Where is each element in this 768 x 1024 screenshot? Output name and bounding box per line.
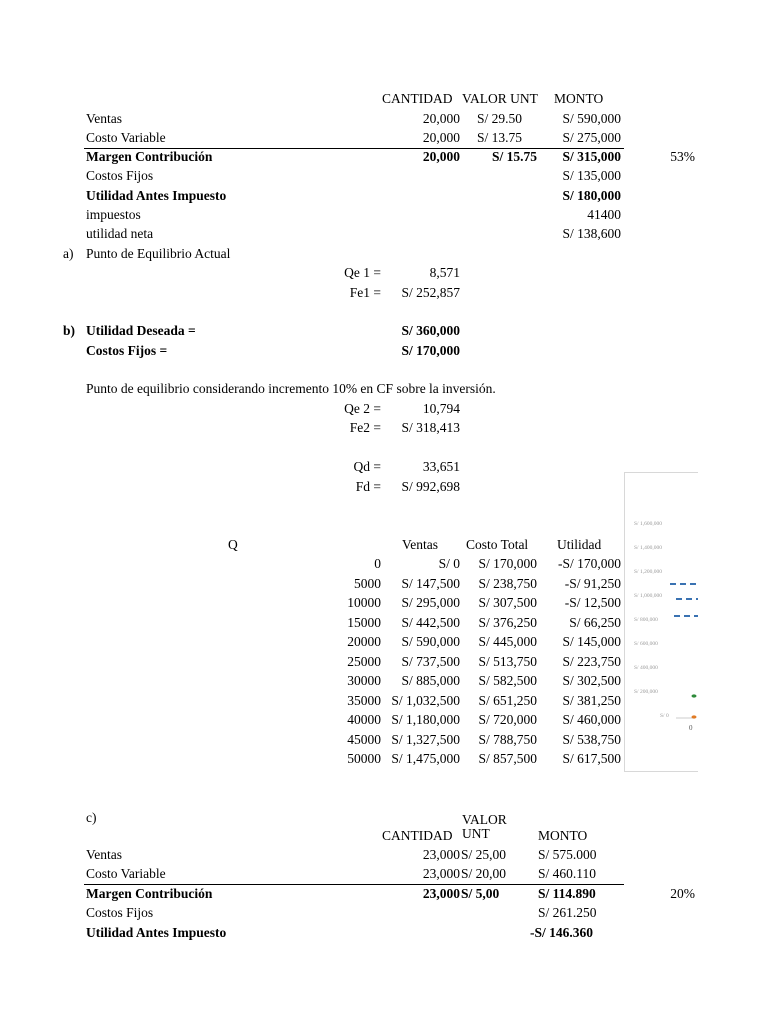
cell-utilidad: -S/ 91,250 (564, 575, 621, 591)
cell-utilidad: S/ 617,500 (562, 751, 621, 766)
cell-cantidad: 20,000 (422, 149, 460, 164)
cell-ventas: S/ 885,000 (401, 673, 460, 688)
cell-cantidad: 23,000 (422, 847, 460, 862)
chart-y-tick-label: S/ 600,000 (634, 641, 658, 647)
table-header-ventas: Ventas (402, 537, 438, 552)
fe2-label: Fe2 = (349, 420, 381, 435)
row-label: Margen Contribución (86, 149, 213, 164)
cell-valor: S/ 25,00 (461, 847, 507, 862)
c-header-valor-line2: UNT (462, 826, 490, 841)
row-label: Costos Fijos (86, 168, 154, 183)
row-label: utilidad neta (86, 226, 154, 241)
cell-utilidad: S/ 460,000 (562, 712, 621, 727)
cell-utilidad: -S/ 12,500 (564, 595, 621, 610)
row-label: Utilidad Antes Impuesto (86, 925, 227, 940)
cell-ventas: S/ 1,475,000 (391, 751, 460, 766)
cell-utilidad: -S/ 170,000 (557, 556, 621, 571)
chart-y-tick-label: S/ 1,600,000 (634, 521, 662, 527)
cell-costo-total: S/ 582,500 (478, 673, 537, 688)
part-a-title: Punto de Equilibrio Actual (86, 246, 231, 261)
qe2-label: Qe 2 = (344, 401, 381, 416)
chart-y-tick-label: S/ 1,000,000 (634, 593, 662, 599)
cell-valor: S/ 13.75 (477, 130, 523, 145)
row-label: Ventas (86, 847, 122, 862)
cell-monto: S/ 261.250 (538, 905, 597, 920)
qe1-label: Qe 1 = (344, 265, 381, 280)
cell-valor: S/ 15.75 (491, 149, 537, 164)
cell-valor: S/ 20,00 (461, 866, 507, 881)
cell-q: 5000 (354, 575, 381, 591)
chart-y-tick-label: S/ 0 (660, 713, 669, 719)
table-header-q: Q (228, 537, 238, 552)
cell-cantidad: 20,000 (422, 111, 460, 126)
row-label: impuestos (86, 207, 141, 222)
cell-percent: 20% (670, 886, 695, 901)
cell-costo-total: S/ 651,250 (478, 692, 537, 708)
cell-ventas: S/ 0 (438, 556, 460, 571)
qe2-value: 10,794 (422, 401, 460, 416)
fe1-value: S/ 252,857 (401, 285, 460, 300)
cell-cantidad: 23,000 (422, 886, 460, 901)
cell-ventas: S/ 737,500 (401, 653, 460, 669)
part-a-marker: a) (63, 246, 74, 261)
cell-q: 50000 (347, 751, 381, 766)
qd-label: Qd = (353, 459, 381, 474)
cell-q: 40000 (347, 712, 381, 727)
c-header-cantidad: CANTIDAD (382, 828, 453, 843)
row-label: Costo Variable (86, 130, 166, 145)
row-label: Ventas (86, 111, 122, 126)
cell-monto: S/ 114.890 (538, 886, 596, 901)
fe2-value: S/ 318,413 (401, 420, 460, 435)
table-header-utilidad: Utilidad (557, 537, 602, 552)
utilidad-deseada-value: S/ 360,000 (401, 323, 460, 338)
cell-monto: S/ 135,000 (562, 168, 621, 183)
chart-y-tick-label: S/ 1,200,000 (634, 569, 662, 575)
row-label: Utilidad Antes Impuesto (86, 188, 227, 203)
cell-monto: S/ 460.110 (538, 866, 597, 881)
table-header-costo-total: Costo Total (466, 537, 529, 552)
cell-monto: S/ 180,000 (562, 188, 621, 203)
cell-percent: 53% (670, 149, 695, 164)
cell-costo-total: S/ 513,750 (478, 653, 537, 669)
cell-costo-total: S/ 857,500 (478, 751, 537, 766)
cell-monto: S/ 575.000 (538, 847, 597, 862)
cell-ventas: S/ 295,000 (401, 595, 460, 610)
cell-cantidad: 23,000 (422, 866, 460, 881)
cell-q: 15000 (347, 614, 381, 630)
qe1-value: 8,571 (429, 265, 460, 280)
cell-ventas: S/ 1,180,000 (391, 712, 460, 727)
chart-x-tick: 0 (689, 724, 693, 732)
c-header-monto: MONTO (538, 828, 588, 843)
cell-costo-total: S/ 307,500 (478, 595, 537, 610)
cell-cantidad: 20,000 (422, 130, 460, 145)
row-label: Costos Fijos (86, 905, 154, 920)
cell-ventas: S/ 442,500 (401, 614, 460, 630)
fd-label: Fd = (355, 479, 381, 494)
chart-series (670, 584, 698, 719)
c-header-valor-line1: VALOR (462, 812, 507, 827)
cell-costo-total: S/ 445,000 (478, 634, 537, 649)
part-b-marker: b) (63, 323, 76, 338)
cell-costo-total: S/ 376,250 (478, 614, 537, 630)
header-cantidad: CANTIDAD (382, 91, 453, 106)
chart-y-ticks (634, 521, 669, 719)
part-b-note: Punto de equilibrio considerando incremento 10% en CF sobre la inversión. (86, 381, 496, 396)
cell-monto: S/ 138,600 (562, 226, 621, 241)
cell-q: 30000 (347, 673, 381, 688)
cell-ventas: S/ 147,500 (401, 575, 460, 591)
chart-y-tick-label: S/ 200,000 (634, 689, 658, 695)
cell-q: 35000 (347, 692, 381, 708)
cell-utilidad: S/ 66,250 (569, 614, 621, 630)
cell-costo-total: S/ 788,750 (478, 731, 537, 747)
cell-costo-total: S/ 170,000 (478, 556, 537, 571)
divider (84, 884, 624, 885)
costos-fijos-label: Costos Fijos = (86, 343, 168, 358)
cell-monto: S/ 315,000 (562, 149, 621, 164)
chart-series-utilidad-point (692, 715, 697, 718)
cell-valor: S/ 29.50 (477, 111, 523, 126)
part-c-marker: c) (86, 810, 97, 825)
cell-costo-total: S/ 720,000 (478, 712, 537, 727)
costos-fijos-value: S/ 170,000 (401, 343, 460, 358)
cell-q: 0 (374, 556, 381, 571)
breakeven-chart (624, 472, 698, 772)
cell-q: 45000 (347, 731, 381, 747)
cell-costo-total: S/ 238,750 (478, 575, 537, 591)
cell-monto: S/ 590,000 (562, 111, 621, 126)
header-valor-unt: VALOR UNT (462, 91, 538, 106)
cell-monto: S/ 275,000 (562, 130, 621, 145)
fe1-label: Fe1 = (349, 285, 381, 300)
utilidad-deseada-label: Utilidad Deseada = (86, 323, 196, 338)
cell-utilidad: S/ 223,750 (562, 653, 621, 669)
chart-series-costo-point (692, 694, 697, 697)
cell-ventas: S/ 590,000 (401, 634, 460, 649)
chart-y-tick-label: S/ 400,000 (634, 665, 658, 671)
qd-value: 33,651 (422, 459, 460, 474)
cell-q: 25000 (347, 653, 381, 669)
fd-value: S/ 992,698 (401, 479, 460, 494)
cell-valor: S/ 5,00 (461, 886, 500, 901)
cell-q: 20000 (347, 634, 381, 649)
row-label: Costo Variable (86, 866, 166, 881)
chart-y-tick-label: S/ 800,000 (634, 617, 658, 623)
cell-utilidad: S/ 381,250 (562, 692, 621, 708)
cell-monto: -S/ 146.360 (530, 925, 594, 940)
cell-utilidad: S/ 145,000 (562, 634, 621, 649)
cell-ventas: S/ 1,032,500 (391, 692, 460, 708)
row-label: Margen Contribución (86, 886, 213, 901)
cell-utilidad: S/ 302,500 (562, 673, 621, 688)
cell-q: 10000 (347, 595, 381, 610)
cell-monto: 41400 (587, 207, 621, 222)
header-monto: MONTO (554, 91, 604, 106)
cell-ventas: S/ 1,327,500 (391, 731, 460, 747)
chart-y-tick-label: S/ 1,400,000 (634, 545, 662, 551)
cell-utilidad: S/ 538,750 (562, 731, 621, 747)
